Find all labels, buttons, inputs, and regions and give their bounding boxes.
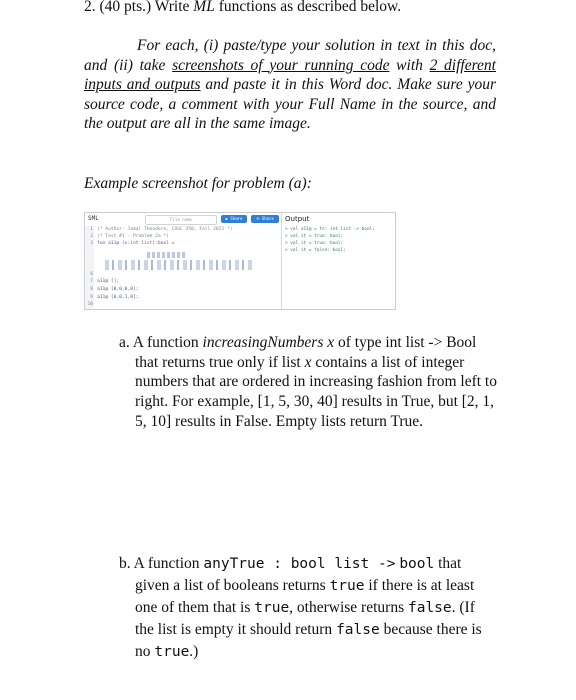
line-number: 8 [90, 287, 93, 292]
code-line: a11@ [0,0,0,0]; [97, 287, 139, 292]
heading-ml: ML [193, 0, 215, 15]
question-b-text [119, 553, 497, 663]
question-b-text-7: .) [189, 643, 199, 660]
line-number: 10 [87, 302, 93, 307]
question-b-false-1: false [407, 600, 452, 616]
question-a-text-1: of type [334, 334, 386, 351]
line-number: 2 [90, 234, 93, 239]
code-line: (* Test #1 - Problem 2a *) [97, 234, 169, 239]
heading-prefix: 2. (40 pts.) Write [84, 0, 194, 15]
question-b-label: b. A function [119, 555, 204, 572]
example-label: Example screenshot for problem (a): [84, 175, 312, 192]
output-line: > val it = true: bool; [285, 234, 344, 239]
question-b-true-3: true [154, 644, 190, 660]
instructions-text-3: and paste it in this Word doc. Make sure your source code, a comment with your Full Name in the source, and the output are all in the same image. [84, 76, 496, 133]
question-a-text-3: contains a list of integer numbers that are ordered in increasing fashion from left to right. For example, [1, 5, 30, 40] results in True, but [2, 1, 5, 10] results in False. Empty lists return True. [135, 353, 497, 430]
question-a-text [119, 333, 497, 432]
question-b-true-2: true [254, 600, 290, 616]
instructions-underlined-1: screenshots of your running code [172, 56, 390, 74]
share-button: ⟲ Share [251, 215, 279, 223]
language-label: SML [88, 215, 99, 222]
blurred-code [147, 252, 187, 258]
heading-suffix: functions as described below. [214, 0, 402, 15]
question-a-variable: x [304, 353, 312, 371]
run-button: ▶ Share [221, 215, 247, 223]
problem-heading [84, 0, 401, 16]
line-number: 9 [90, 295, 93, 300]
blurred-code [105, 260, 255, 270]
instructions-text-1: For each, (i) paste/type your solution in text in this doc, and (ii) take [84, 37, 496, 74]
line-number: 1 [90, 227, 93, 232]
output-pane [282, 213, 395, 309]
question-b [119, 553, 497, 663]
output-line: > val a11@ = fn: int list -> bool; [285, 227, 375, 232]
line-number: 3 [90, 241, 93, 246]
question-b-false-2: false [336, 622, 380, 638]
line-number: 6 [90, 272, 93, 277]
question-a-type: int list -> [385, 334, 443, 351]
question-a-label: a. A function [119, 334, 203, 351]
question-b-signature: anyTrue : bool list -> [203, 556, 396, 572]
code-line: a11@ []; [97, 279, 120, 284]
question-b-true-1: true [329, 578, 365, 594]
question-a-function-name: increasingNumbers x [202, 334, 335, 351]
question-b-text-5: . (If the list is empty it should return [135, 599, 475, 638]
question-b-return-type: bool [399, 556, 435, 572]
output-line: > val it = false: bool; [285, 248, 346, 253]
output-line: > val it = true: bool; [285, 241, 344, 246]
instructions-paragraph [84, 36, 496, 134]
question-b-text-2: that given a list of booleans returns [135, 555, 462, 594]
code-editor-pane [85, 213, 282, 309]
file-name-field: File name [145, 215, 217, 225]
example-screenshot [84, 212, 396, 310]
instructions-text-2: with [389, 56, 430, 74]
question-b-text-4: , otherwise returns [289, 599, 408, 616]
line-number: 7 [90, 279, 93, 284]
code-line: a11@ [0,0,1,0]; [97, 295, 139, 300]
output-title: Output [285, 215, 310, 223]
question-b-text-3: if there is at least one of them that is [135, 577, 475, 616]
question-a-text-2: Bool that returns true only if list [135, 334, 477, 371]
instructions-underlined-2: 2 different inputs and outputs [84, 56, 496, 94]
code-line: fun a11@ (x:int list):bool = [97, 241, 175, 246]
question-a [119, 333, 497, 432]
code-line: (* Author: Jamal Theodore, COSC 350, Fall 2021 *) [97, 227, 233, 232]
question-b-text-6: because there is no [135, 621, 482, 660]
